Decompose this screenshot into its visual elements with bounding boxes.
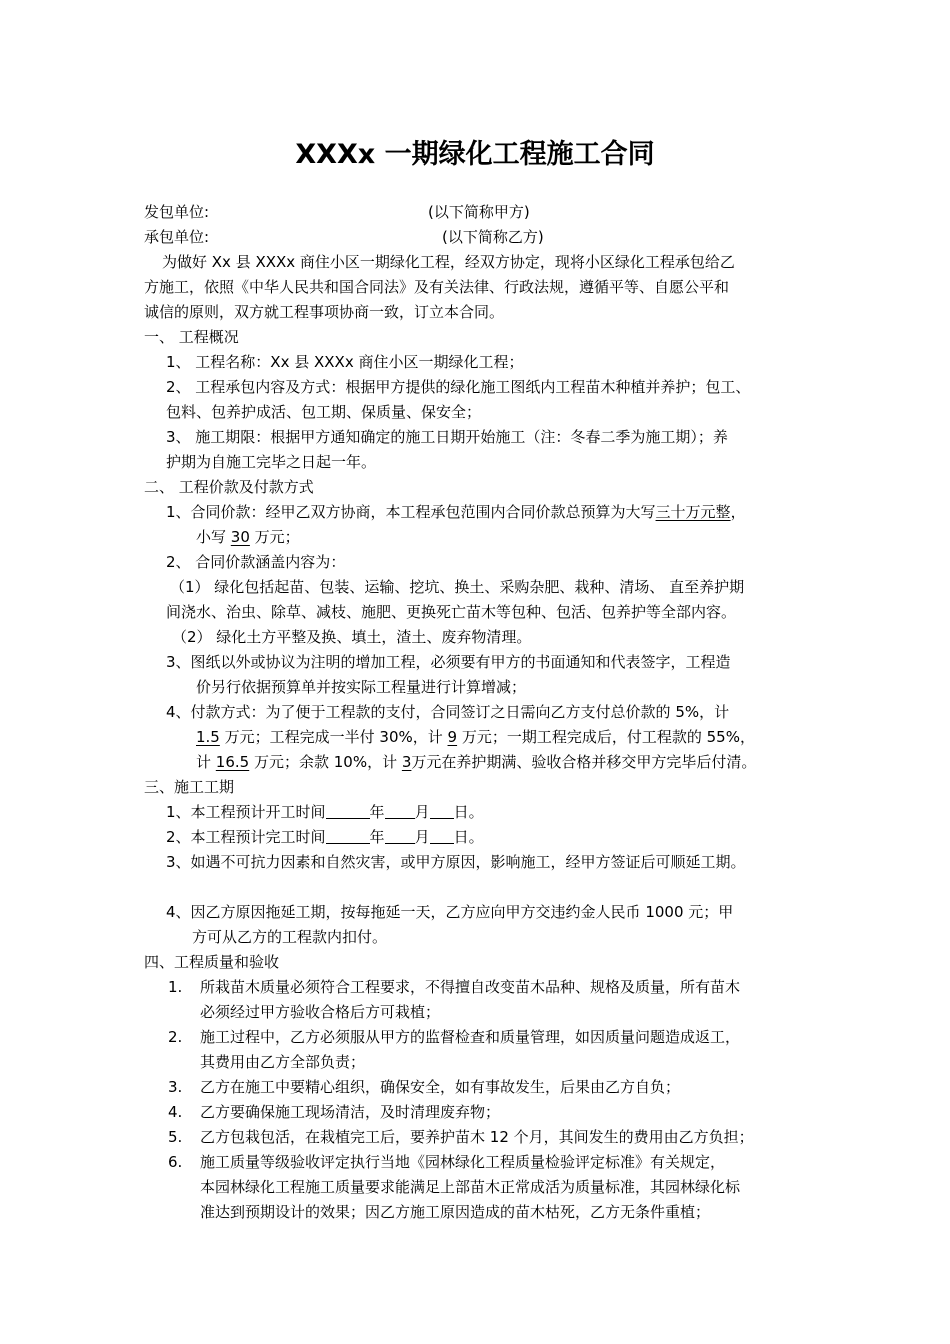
s4-item-1-number: 1. [168, 978, 183, 996]
s2-item-1-line-2 [196, 526, 300, 548]
start-date-label: 1、本工程预计开工时间 [166, 803, 326, 821]
contract-amount-figure: 30 [230, 528, 250, 546]
s2-sub-1-line-1: （1） 绿化包括起苗、包装、运输、挖坑、换土、采购杂肥、栽种、清场、 直至养护期 [170, 578, 745, 596]
intro-line-1: 为做好 Xx 县 XXXx 商住小区一期绿化工程，经双方协定，现将小区绿化工程承包给乙 [162, 253, 735, 271]
s2-sub-1-line-2: 间浇水、治虫、除草、减枝、施肥、更换死亡苗木等包种、包活、包养护等全部内容。 [166, 603, 737, 621]
s4-item-6-line-1: 施工质量等级验收评定执行当地《园林绿化工程质量检验评定标准》有关规定， [200, 1153, 726, 1171]
s1-item-3-line-1: 3、 施工期限：根据甲方通知确定的施工日期开始施工（注：冬春二季为施工期）；养 [166, 428, 728, 446]
s1-item-2-line-2: 包料、包养护成活、包工期、保质量、保安全； [166, 403, 482, 421]
s2-item-1-punct: ， [730, 503, 746, 521]
s4-item-4-number: 4. [168, 1103, 183, 1121]
end-month-blank[interactable] [385, 829, 415, 844]
s3-item-4-line-1: 4、因乙方原因拖延工期，按每拖延一天，乙方应向甲方交违约金人民币 1000 元；甲 [166, 903, 734, 921]
end-year-blank[interactable] [326, 829, 370, 844]
section-2-heading: 二、 工程价款及付款方式 [144, 478, 314, 496]
payment-text-4: 万元；余款 10%，计 [253, 753, 398, 771]
payment-2-amount: 9 [447, 728, 458, 746]
intro-line-3: 诚信的原则，双方就工程事项协商一致，订立本合同。 [144, 303, 505, 321]
s4-item-6-line-2: 本园林绿化工程施工质量要求能满足上部苗木正常成活为质量标准，其园林绿化标 [200, 1178, 741, 1196]
s4-item-3: 乙方在施工中要精心组织，确保安全，如有事故发生，后果由乙方自负； [200, 1078, 681, 1096]
intro-line-2: 方施工，依照《中华人民共和国合同法》及有关法律、行政法规，遵循平等、自愿公平和 [144, 278, 730, 296]
s4-item-2-line-1: 施工过程中，乙方必须服从甲方的监督检查和质量管理，如因质量问题造成返工， [200, 1028, 741, 1046]
end-day-unit: 日。 [453, 828, 484, 846]
s2-item-1-text: 1、合同价款：经甲乙双方协商，本工程承包范围内合同价款总预算为大写 [166, 503, 656, 521]
s1-item-2-line-1: 2、 工程承包内容及方式：根据甲方提供的绿化施工图纸内工程苗木种植并养护；包工、 [166, 378, 751, 396]
start-day-unit: 日。 [453, 803, 484, 821]
s4-item-6-number: 6. [168, 1153, 183, 1171]
end-year-unit: 年 [369, 828, 385, 846]
payment-text-5: 万元在养护期满、验收合格并移交甲方完毕后付清。 [411, 753, 757, 771]
end-date-label: 2、本工程预计完工时间 [166, 828, 326, 846]
s4-item-4: 乙方要确保施工现场清洁，及时清理废弃物； [200, 1103, 501, 1121]
s4-item-1-line-1: 所栽苗木质量必须符合工程要求，不得擅自改变苗木品种、规格及质量，所有苗木 [200, 978, 741, 996]
section-1-heading: 一、 工程概况 [144, 328, 239, 346]
s2-item-2: 2、 合同价款涵盖内容为： [166, 553, 346, 571]
payment-4-amount: 3 [401, 753, 412, 771]
contract-amount-words: 三十万元整 [655, 503, 731, 521]
s1-item-3-line-2: 护期为自施工完毕之日起一年。 [166, 453, 377, 471]
s4-item-5: 乙方包栽包活，在栽植完工后，要养护苗木 12 个月，其间发生的费用由乙方负担； [200, 1128, 754, 1146]
payment-text-1: 万元；工程完成一半付 30%，计 [224, 728, 443, 746]
start-day-blank[interactable] [430, 804, 454, 819]
s2-item-4-line-3 [196, 751, 756, 773]
amount-figure-unit: 万元； [254, 528, 300, 546]
end-day-blank[interactable] [430, 829, 454, 844]
s2-sub-2: （2） 绿化土方平整及换、填土，渣土、废弃物清理。 [172, 628, 532, 646]
party-b-note: (以下简称乙方) [442, 228, 544, 246]
payment-3-amount: 16.5 [215, 753, 250, 771]
start-month-blank[interactable] [385, 804, 415, 819]
s4-item-3-number: 3. [168, 1078, 183, 1096]
document-title: XXXx 一期绿化工程施工合同 [295, 139, 655, 170]
amount-figure-label: 小写 [196, 528, 227, 546]
party-a-label: 发包单位: [144, 203, 210, 221]
end-month-unit: 月 [414, 828, 430, 846]
s3-item-2 [166, 826, 484, 848]
s4-item-2-number: 2. [168, 1028, 183, 1046]
s2-item-1-line-1 [166, 501, 746, 523]
s2-item-4-line-1: 4、付款方式：为了便于工程款的支付，合同签订之日需向乙方支付总价款的 5%，计 [166, 703, 730, 721]
start-month-unit: 月 [414, 803, 430, 821]
s2-item-3-line-2: 价另行依据预算单并按实际工程量进行计算增减； [196, 678, 527, 696]
s4-item-5-number: 5. [168, 1128, 183, 1146]
start-year-unit: 年 [369, 803, 385, 821]
party-b-label: 承包单位: [144, 228, 210, 246]
s2-item-4-line-2 [196, 726, 755, 748]
section-4-heading: 四、工程质量和验收 [144, 953, 280, 971]
s3-item-1 [166, 801, 484, 823]
party-a-note: (以下简称甲方) [428, 203, 530, 221]
s3-item-4-line-2: 方可从乙方的工程款内扣付。 [192, 928, 388, 946]
s3-item-3: 3、如遇不可抗力因素和自然灾害，或甲方原因，影响施工，经甲方签证后可顺延工期。 [166, 853, 746, 871]
s4-item-1-line-2: 必须经过甲方验收合格后方可栽植； [200, 1003, 441, 1021]
s2-item-3-line-1: 3、图纸以外或协议为注明的增加工程，必须要有甲方的书面通知和代表签字，工程造 [166, 653, 731, 671]
start-year-blank[interactable] [326, 804, 370, 819]
s4-item-2-line-2: 其费用由乙方全部负责； [200, 1053, 366, 1071]
s1-item-1: 1、 工程名称：Xx 县 XXXx 商住小区一期绿化工程； [166, 353, 524, 371]
payment-text-2: 万元；一期工程完成后，付工程款的 55%， [461, 728, 755, 746]
payment-text-3: 计 [196, 753, 212, 771]
s4-item-6-line-3: 准达到预期设计的效果；因乙方施工原因造成的苗木枯死，乙方无条件重植； [200, 1203, 711, 1221]
section-3-heading: 三、施工工期 [144, 778, 235, 796]
payment-1-amount: 1.5 [196, 728, 220, 746]
